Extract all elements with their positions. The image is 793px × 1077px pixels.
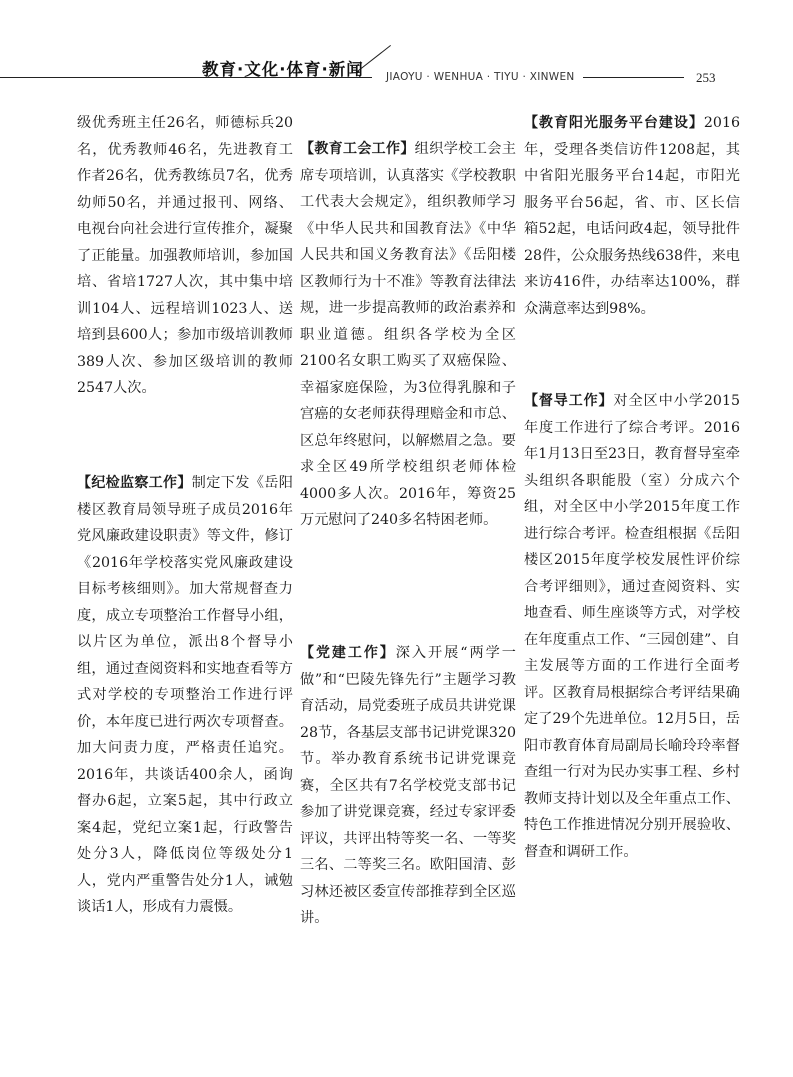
heading-sunshine-platform: 【教育阳光服务平台建设】 xyxy=(524,115,704,131)
heading-party-building: 【党建工作】 xyxy=(300,645,396,661)
paragraph-party-building xyxy=(300,640,516,980)
paragraph-teacher-awards-training: 级优秀班主任26名，师德标兵20名，优秀教师46名，先进教育工作者26名，优秀教练员7名，优秀幼师50名，并通过报刊、网络、电视台向社会进行宣传推介，凝聚了正能量。加强教师培训，参加国培、省培1727人次，其中集中培训104人、远程培训1023人、送培到县600人；参加市级培训教师389人次、参加区级培训的教师2547人次。 xyxy=(77,115,293,396)
body-education-union: 组织学校工会主席专项培训，认真落实《学校教职工代表大会规定》，组织教师学习《中华人民共和国教育法》《中华人民共和国义务教育法》《岳阳楼区教师行为十不准》等教育法律法规，进一步提高教师的政治素养和职业道德。组织各学校为全区2100名女职工购买了双癌保险、幸福家庭保险，为3位得乳腺和子宫癌的女老师获得理赔金和市总、区总年终慰问，以解燃眉之急。要求全区49所学校组织老师体检4000多人次。2016年，筹资25万元慰问了240多名特困老师。 xyxy=(300,141,516,528)
section-subtitle: JIAOYU · WENHUA · TIYU · XINWEN xyxy=(386,71,575,83)
section-title: 教育·文化·体育·新闻 xyxy=(202,60,364,79)
paragraph-education-union xyxy=(300,136,516,606)
body-supervision: 对全区中小学2015年度工作进行了综合考评。2016年1月13日至23日，教育督导室牵头组织各职能股（室）分成六个组，对全区中小学2015年度工作进行综合考评。检查组根据《岳阳楼区2015年度学校发展性评价综合考评细则》，通过查阅资料、实地查看、师生座谈等方式，对学校在年度重点工作、“三园创建”、自主发展等方面的工作进行全面考评。区教育局根据综合考评结果确定了29个先进单位。12月5日，岳阳市教育体育局副局长喻玲玲率督查组一行对为民办实事工程、乡村教师支持计划以及全年重点工作、特色工作推进情况分别开展验收、督查和调研工作。 xyxy=(524,393,741,860)
body-sunshine-platform: 2016年，受理各类信访件1208起，其中省阳光服务平台14起，市阳光服务平台56起，省、市、区长信箱52起，电话问政4起，领导批件28件，公众服务热线638件，来电来访416件，办结率达100%，群众满意率达到98%。 xyxy=(524,115,740,317)
heading-supervision: 【督导工作】 xyxy=(524,393,614,409)
paragraph-supervision xyxy=(524,388,740,978)
page-number: 253 xyxy=(696,70,716,85)
header-rule-right xyxy=(583,77,684,78)
heading-discipline-inspection: 【纪检监察工作】 xyxy=(77,475,192,491)
body-discipline-inspection: 制定下发《岳阳楼区教育局领导班子成员2016年党风廉政建设职责》等文件，修订《2016年学校落实党风廉政建设目标考核细则》。加大常规督查力度，成立专项整治工作督导小组，以片区为单位，派出8个督导小组，通过查阅资料和实地查看等方式对学校的专项整治工作进行评价，本年度已进行两次专项督查。加大问责力度，严格责任追究。2016年，共谈话400余人，函询督办6起，立案5起，其中行政立案4起，党纪立案1起，行政警告处分3人，降低岗位等级处分1人，党内严重警告处分1人，诫勉谈话1人，形成有力震慑。 xyxy=(77,475,293,915)
body-party-building: 深入开展“两学一做”和“巴陵先锋先行”主题学习教育活动，局党委班子成员共讲党课28节，各基层支部书记讲党课320节。举办教育系统书记讲党课竞赛，全区共有7名学校党支部书记参加了讲党课竞赛，经过专家评委评议，共评出特等奖一名、一等奖三名、二等奖三名。欧阳国清、彭习林还被区委宣传部推荐到全区巡讲。 xyxy=(300,645,516,926)
paragraph-discipline-inspection xyxy=(77,470,293,1010)
heading-education-union: 【教育工会工作】 xyxy=(300,141,415,157)
paragraph-sunshine-platform xyxy=(524,110,740,360)
